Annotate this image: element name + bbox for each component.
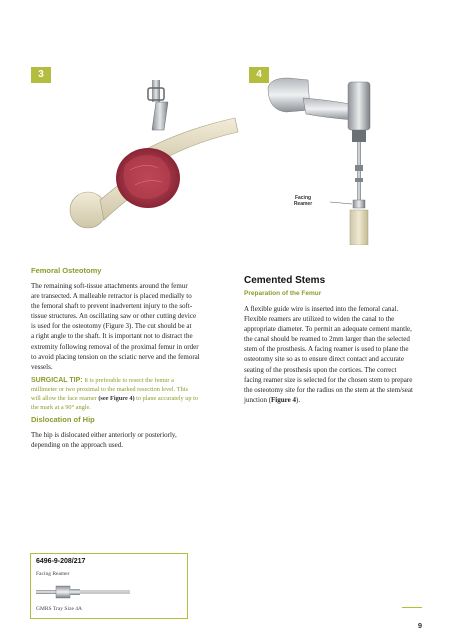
part-number: 6496-9-208/217 — [36, 558, 86, 565]
text-line: a right angle to the shaft. It is important not to distract the — [31, 332, 193, 341]
instrument-name: Facing Reamer — [36, 571, 70, 577]
text-line: tissue structures. An oscillating saw or other cutting device — [31, 312, 197, 321]
text-line: stem of the prosthesis. A facing reamer is used to plane the — [244, 345, 409, 354]
text-line: vessels. — [31, 362, 53, 371]
text-line: the femoral shaft to prevent inadvertent injury to the soft- — [31, 302, 193, 311]
facing-reamer-callout — [286, 195, 320, 207]
text-line: seating of the prosthesis upon the cortices. The correct — [244, 365, 397, 374]
text-line: The hip is dislocated either anteriorly or posteriorly, — [31, 431, 177, 439]
tip-text: will allow the face reamer — [31, 395, 99, 402]
text-line: Flexible reamers are utilized to widen the canal to the — [244, 315, 395, 324]
text-line: appropriate diameter. To permit an adequate cement mantle, — [244, 325, 412, 334]
tip-text: to plane accurately up to — [134, 395, 199, 402]
instrument-info-box — [30, 553, 188, 619]
text-line: depending on the approach used. — [31, 441, 123, 450]
page-number-rule — [402, 607, 422, 608]
figure-reference: Figure 4 — [271, 395, 296, 404]
text-line: A flexible guide wire is inserted into the femoral canal. — [244, 305, 399, 313]
figure-3-badge: 3 — [31, 67, 51, 83]
tip-text: It is preferable to resect the femur a — [84, 377, 174, 384]
tip-text: the mark at a 90° angle. — [31, 404, 91, 411]
text-line: ). — [295, 395, 301, 404]
text-line: junction ( — [244, 395, 272, 404]
text-line: extremity following removal of the proximal femur in order — [31, 342, 199, 351]
callout-line-2: Reamer — [293, 201, 313, 207]
cemented-stems-paragraph — [244, 304, 449, 405]
dislocation-paragraph — [31, 430, 236, 450]
surgical-tip — [31, 376, 241, 412]
figure-4-badge: 4 — [249, 67, 269, 83]
text-line: is used for the osteotomy (Figure 3). The cut should be at — [31, 322, 192, 331]
text-line: osteotomy site so as to ensure direct contact and accurate — [244, 355, 404, 364]
figure-reference: (see Figure 4) — [98, 395, 135, 402]
heading-femoral-osteotomy: Femoral Osteotomy — [31, 266, 102, 275]
heading-dislocation-of-hip: Dislocation of Hip — [31, 415, 95, 424]
subheading-preparation-of-femur: Preparation of the Femur — [244, 290, 322, 297]
figure-4-facing-reamer-illustration — [258, 70, 418, 245]
tip-text: millimeter or two proximal to the marked resection level. This — [31, 386, 188, 393]
page-number: 9 — [417, 621, 422, 630]
text-line: to avoid placing tension on the sciatic nerve and the femoral — [31, 352, 200, 361]
surgical-tip-label: SURGICAL TIP: — [31, 377, 83, 384]
heading-cemented-stems: Cemented Stems — [244, 275, 326, 286]
femoral-osteotomy-paragraph — [31, 281, 236, 372]
text-line: are transected. A malleable retractor is placed medially to — [31, 292, 192, 301]
tray-size: GMRS Tray Size 4A — [36, 606, 82, 612]
figure-3-femur-osteotomy-illustration — [40, 70, 240, 245]
callout-line-1: Facing — [294, 195, 312, 201]
text-line: facing reamer size is selected for the chosen stem to prepare — [244, 375, 413, 384]
text-line: The remaining soft-tissue attachments around the femur — [31, 282, 188, 290]
facing-reamer-image — [36, 582, 131, 602]
text-line: the osteotomy site for the radius on the stem at the stem/seat — [244, 385, 413, 394]
text-line: the canal should be reamed to 2mm larger than the selected — [244, 335, 410, 344]
